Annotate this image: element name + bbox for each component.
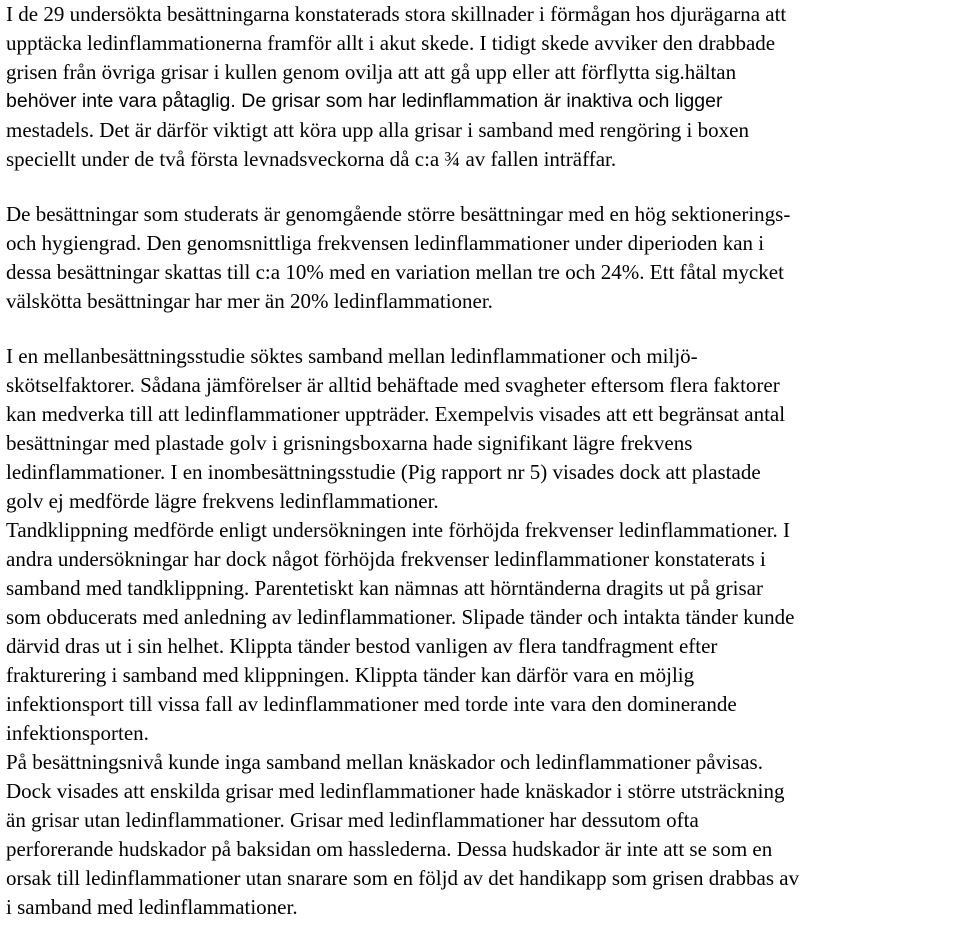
paragraph-line: Tandklippning medförde enligt undersökningen inte förhöjda frekvenser ledinflammationer. I [6,518,791,542]
paragraph-line: Dock visades att enskilda grisar med ledinflammationer hade knäskador i större utsträckning [6,779,785,803]
paragraph-line: I en mellanbesättningsstudie söktes samband mellan ledinflammationer och miljö- [6,344,698,368]
paragraph-line: I de 29 undersökta besättningarna konstaterads stora skillnader i förmågan hos djurägarna att [6,2,787,26]
paragraph-line: upptäcka ledinflammationerna framför allt i akut skede. I tidigt skede avviker den drabbade [6,31,776,55]
paragraph-spacer [6,174,956,200]
paragraph-line: andra undersökningar har dock något förhöjda frekvenser ledinflammationer konstaterats i [6,547,766,571]
paragraph-line: speciellt under de två första levnadsveckorna då c:a ¾ av fallen inträffar. [6,147,617,171]
paragraph-spacer [6,316,956,342]
paragraph-line: ledinflammationer. I en inombesättningsstudie (Pig rapport nr 5) visades dock att plastade [6,460,761,484]
paragraph-line: och hygiengrad. Den genomsnittliga frekvensen ledinflammationer under diperioden kan i [6,231,765,255]
paragraph-line: dessa besättningar skattas till c:a 10% med en variation mellan tre och 24%. Ett fåtal mycket [6,260,784,284]
paragraph-5 [6,748,956,922]
paragraph-line: än grisar utan ledinflammationer. Grisar med ledinflammationer har dessutom ofta [6,808,699,832]
paragraph-line: perforerande hudskador på baksidan om hasslederna. Dessa hudskador är inte att se som en [6,837,773,861]
paragraph-line: frakturering i samband med klippningen. Klippta tänder kan därför vara en möjlig [6,663,695,687]
paragraph-line: välskötta besättningar har mer än 20% ledinflammationer. [6,289,493,313]
paragraph-line: som obducerats med anledning av ledinflammationer. Slipade tänder och intakta tänder kunde [6,605,795,629]
paragraph-line: grisen från övriga grisar i kullen genom ovilja att att gå upp eller att förflytta sig.hältan [6,60,737,84]
paragraph-line: behöver inte vara påtaglig. De grisar som har ledinflammation är inaktiva och ligger [6,90,723,112]
paragraph-line: golv ej medförde lägre frekvens ledinflammationer. [6,489,439,513]
paragraph-4 [6,516,956,748]
paragraph-line: orsak till ledinflammationer utan snarare som en följd av det handikapp som grisen drabbas av [6,866,800,890]
paragraph-1 [6,0,956,174]
paragraph-2 [6,200,956,316]
paragraph-line: kan medverka till att ledinflammationer uppträder. Exempelvis visades att ett begränsat antal [6,402,786,426]
paragraph-line: skötselfaktorer. Sådana jämförelser är alltid behäftade med svagheter eftersom flera faktorer [6,373,780,397]
paragraph-3 [6,342,956,516]
paragraph-line: i samband med ledinflammationer. [6,895,298,919]
paragraph-line: besättningar med plastade golv i grisningsboxarna hade signifikant lägre frekvens [6,431,693,455]
paragraph-line: På besättningsnivå kunde inga samband mellan knäskador och ledinflammationer påvisas. [6,750,763,774]
paragraph-line: infektionsporten. [6,721,149,745]
paragraph-line: därvid dras ut i sin helhet. Klippta tänder bestod vanligen av flera tandfragment efter [6,634,718,658]
paragraph-line: samband med tandklippning. Parentetiskt kan nämnas att hörntänderna dragits ut på grisar [6,576,763,600]
document-page [6,0,956,922]
paragraph-line: De besättningar som studerats är genomgående större besättningar med en hög sektionerings- [6,202,791,226]
paragraph-line: mestadels. Det är därför viktigt att köra upp alla grisar i samband med rengöring i boxen [6,118,749,142]
paragraph-line: infektionsport till vissa fall av ledinflammationer med torde inte vara den dominerande [6,692,737,716]
